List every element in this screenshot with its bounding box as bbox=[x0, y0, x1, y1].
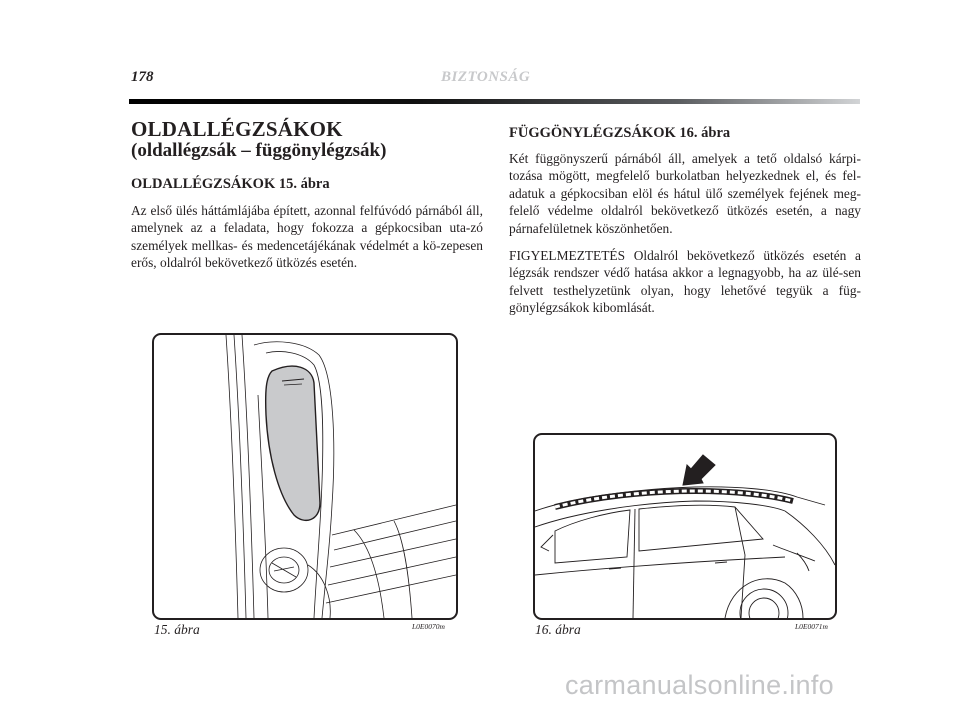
side-airbag-paragraph: Az első ülés háttámlájába épített, azonnal felfúvódó párnából áll, amelynek az a feladata, hogy fokozza a gépkocsiban uta-zó személyek mellkas- és medencetájékának védelmét a kö-zepesen erős, oldalról bekövetkező ütközés esetén. bbox=[131, 203, 483, 271]
curtain-airbag-heading: FÜGGÖNYLÉGZSÁKOK 16. ábra bbox=[509, 125, 731, 141]
right-column bbox=[509, 124, 861, 317]
figure-16-frame bbox=[533, 433, 837, 620]
figure-16-caption: 16. ábra bbox=[535, 622, 581, 637]
main-title: OLDALLÉGZSÁKOK bbox=[131, 117, 343, 141]
pointer-arrow-icon bbox=[683, 455, 715, 485]
left-column bbox=[131, 118, 483, 272]
side-airbag-heading: OLDALLÉGZSÁKOK 15. ábra bbox=[131, 176, 330, 192]
figure-15-code: L0E0070m bbox=[412, 622, 445, 631]
figure-15-frame bbox=[152, 333, 458, 620]
curtain-airbag-paragraph: Két függönyszerű párnából áll, amelyek a tető oldalsó kárpi-tozása mögött, megfelelő burkolatban helyezkednek el, és fel-adatuk a gépkocsiban elöl és hátul ülő személyek fejének meg-felelő védelme oldalról bekövetkező ütközés esetén, a nagy párnafelületnek köszönhetően. bbox=[509, 151, 861, 236]
header-rule bbox=[129, 99, 860, 104]
page-number: 178 bbox=[131, 69, 154, 85]
curtain-airbag-car-icon bbox=[535, 435, 835, 618]
figure-16-code: L0E0071m bbox=[795, 622, 828, 631]
watermark: carmanualsonline.info bbox=[565, 670, 834, 700]
seat-side-airbag-icon bbox=[154, 335, 456, 618]
section-header: BIZTONSÁG bbox=[441, 69, 531, 85]
warning-paragraph: FIGYELMEZTETÉS Oldalról bekövetkező ütközés esetén a légzsák rendszer védő hatása akkor a legnagyobb, ha az ülé-sen felvett testhelyzetünk olyan, hogy lehetővé tegyük a füg-gönylégzsákok kibomlását. bbox=[509, 248, 861, 316]
figure-15-caption: 15. ábra bbox=[154, 622, 200, 637]
sub-title: (oldallégzsák – függönylégzsák) bbox=[131, 140, 387, 161]
